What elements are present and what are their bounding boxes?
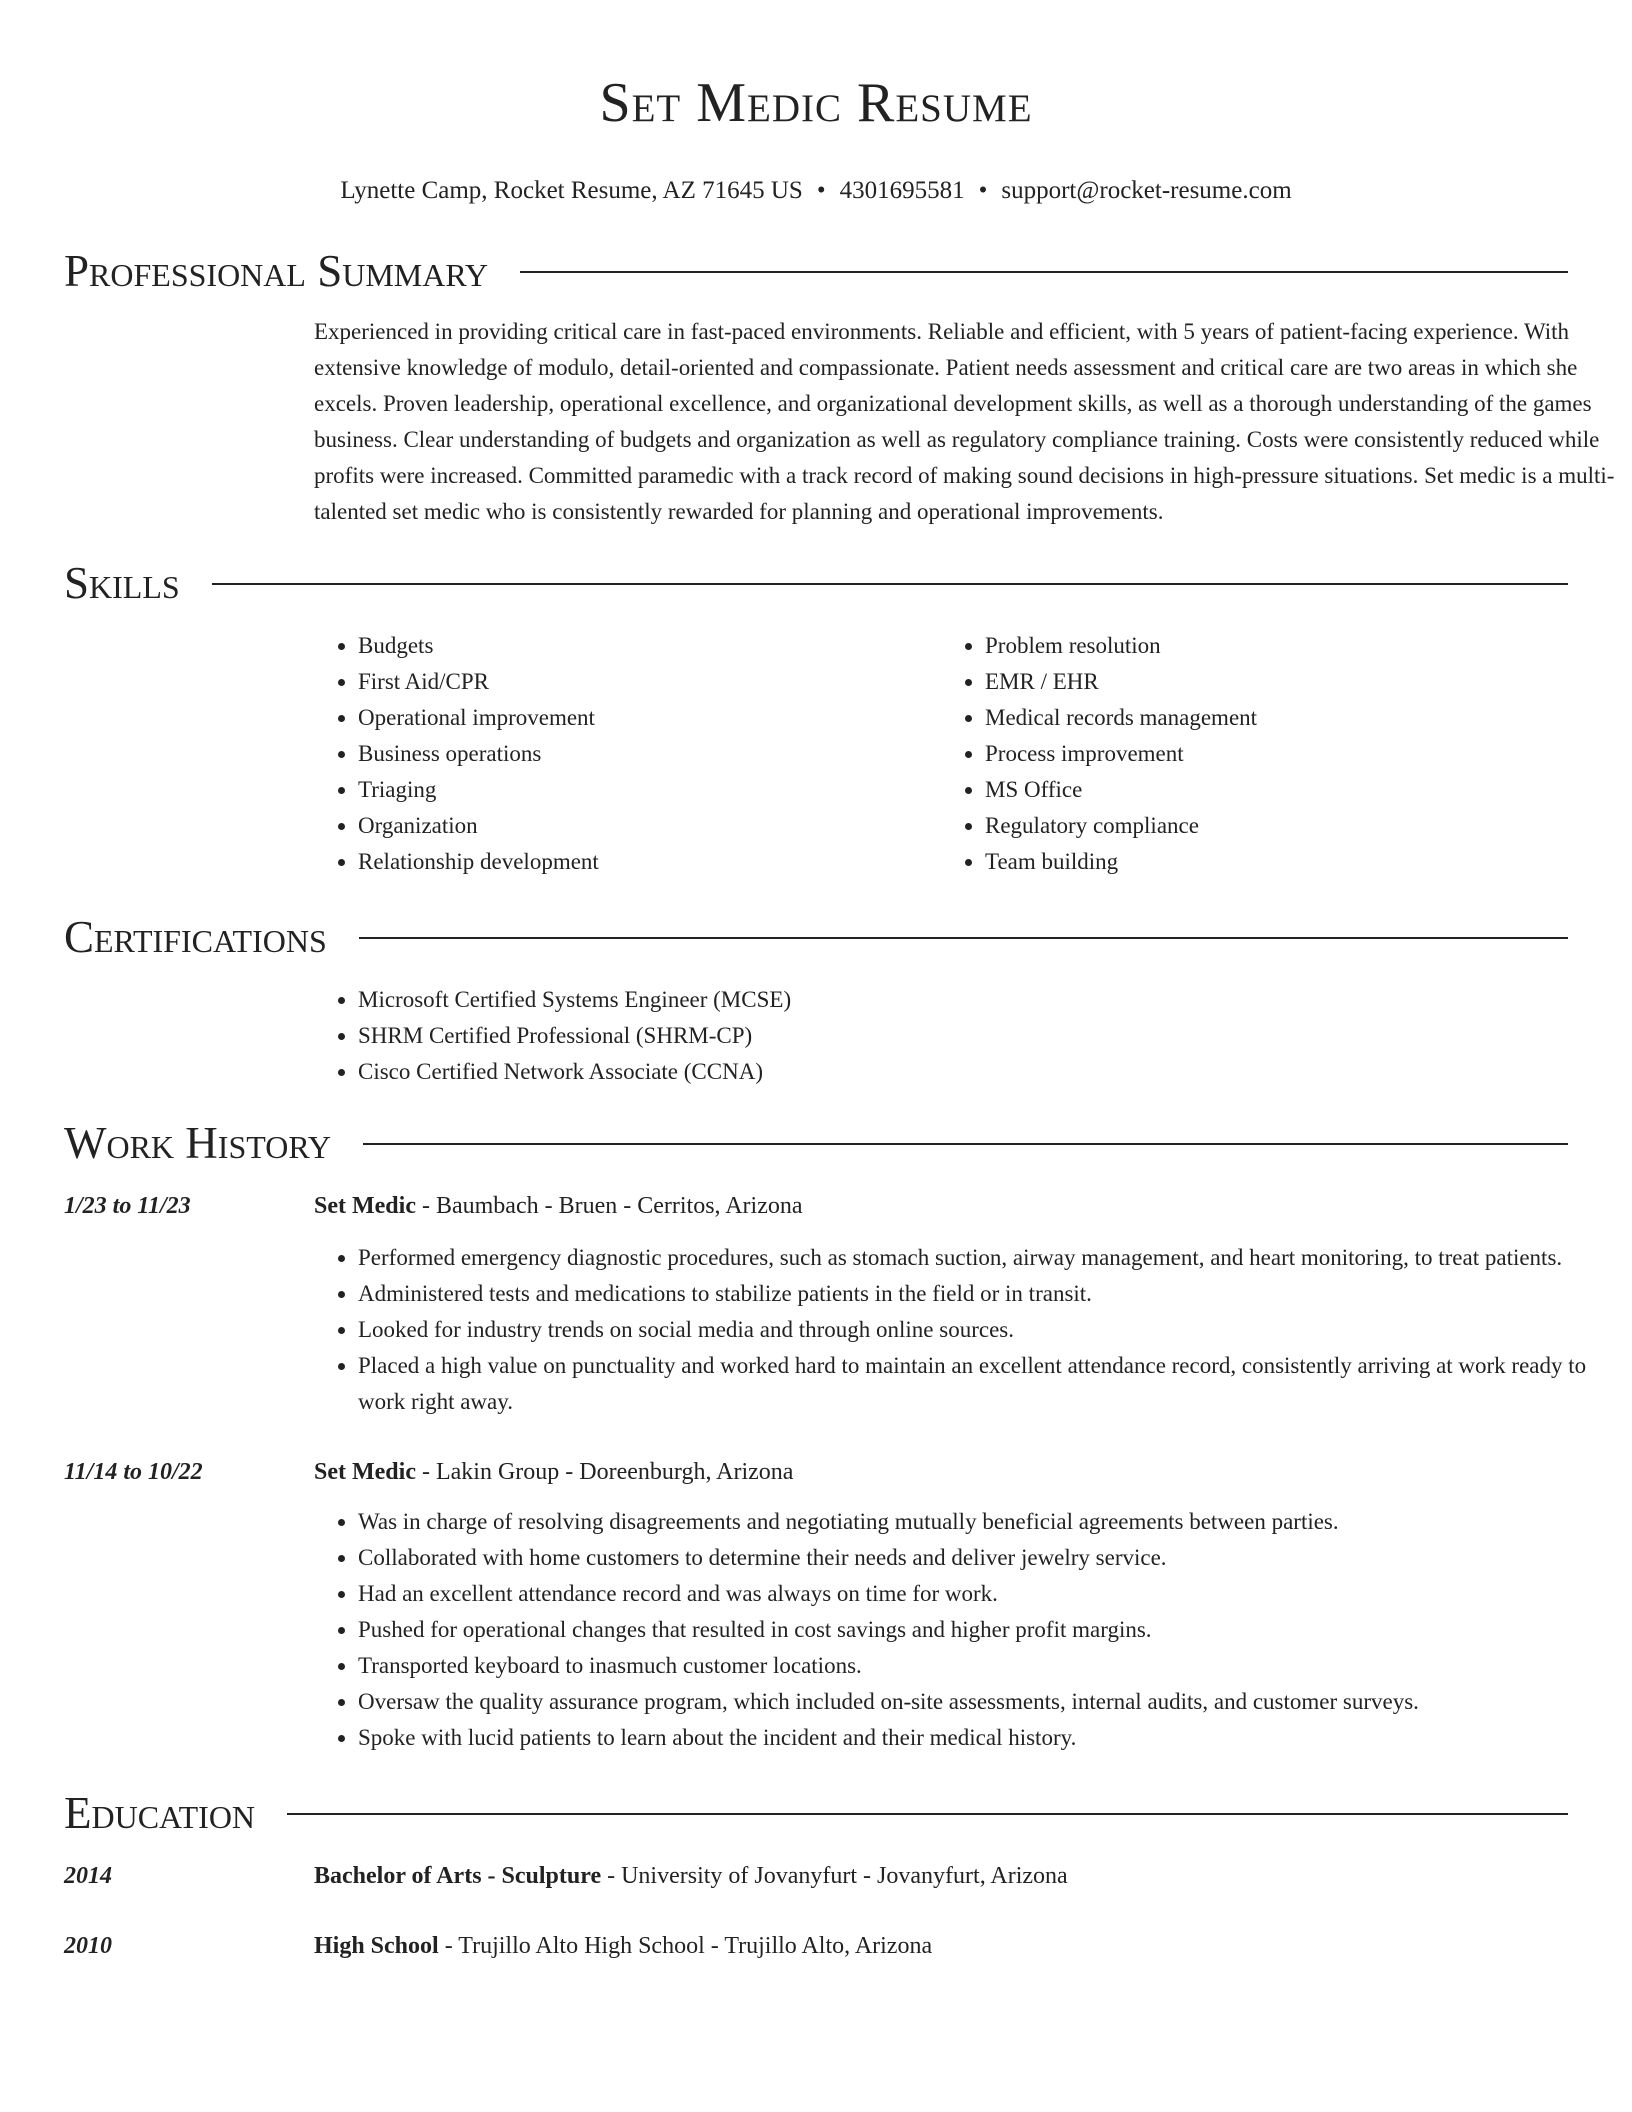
education-year: 2010	[64, 1933, 112, 1959]
job-role: Set Medic	[314, 1459, 416, 1485]
summary-content	[314, 314, 1615, 530]
summary-header	[64, 240, 1568, 302]
skill-item: • Problem resolution	[985, 628, 1568, 664]
job-duties-list	[314, 1504, 1628, 1756]
skill-item: • Business operations	[358, 736, 941, 772]
section-divider	[287, 1813, 1568, 1815]
skill-item: • First Aid/CPR	[358, 664, 941, 700]
education-school: - Trujillo Alto High School - Trujillo Alto, Arizona	[438, 1933, 933, 1959]
skills-list-right	[941, 628, 1568, 880]
job-duty: • Placed a high value on punctuality and worked hard to maintain an excellent attendance record, consistently arriving at work ready to work right away.	[358, 1348, 1628, 1420]
certification-item: • Cisco Certified Network Associate (CCNA)	[358, 1054, 1568, 1090]
skill-item: • Relationship development	[358, 844, 941, 880]
job-dates: 1/23 to 11/23	[64, 1193, 191, 1219]
work-history-header	[64, 1112, 1568, 1174]
skills-content	[314, 628, 1568, 880]
job-duties-list	[314, 1240, 1628, 1420]
work-history-section	[64, 1112, 1587, 1756]
skills-section	[64, 552, 1568, 880]
contact-separator: •	[978, 177, 988, 204]
job-duty: • Had an excellent attendance record and was always on time for work.	[358, 1576, 1628, 1612]
section-divider	[520, 271, 1568, 273]
education-degree: High School	[314, 1933, 439, 1959]
job-duty: • Transported keyboard to inasmuch customer locations.	[358, 1648, 1628, 1684]
skills-header	[64, 552, 1568, 614]
job-duty: • Looked for industry trends on social media and through online sources.	[358, 1312, 1628, 1348]
job-duty: • Spoke with lucid patients to learn about the incident and their medical history.	[358, 1720, 1628, 1756]
education-header	[64, 1782, 1568, 1844]
education-body	[314, 1858, 1568, 1894]
skill-item: • Triaging	[358, 772, 941, 808]
resume-title: Set Medic Resume	[599, 72, 1033, 134]
section-divider	[363, 1143, 1568, 1145]
skill-item: • Organization	[358, 808, 941, 844]
skill-item: • Budgets	[358, 628, 941, 664]
certification-item: • SHRM Certified Professional (SHRM-CP)	[358, 1018, 1568, 1054]
education-degree: Bachelor of Arts - Sculpture	[314, 1863, 602, 1889]
certification-item: • Microsoft Certified Systems Engineer (MCSE)	[358, 982, 1568, 1018]
job-title-line	[314, 1188, 1628, 1224]
job-duty: • Administered tests and medications to stabilize patients in the field or in transit.	[358, 1276, 1628, 1312]
education-body	[314, 1928, 1568, 1964]
job-dates: 11/14 to 10/22	[64, 1459, 203, 1485]
skill-item: • EMR / EHR	[985, 664, 1568, 700]
section-divider	[359, 937, 1568, 939]
education-year: 2014	[64, 1863, 112, 1889]
job-employer: - Lakin Group - Doreenburgh, Arizona	[415, 1459, 794, 1485]
education-title: Education	[64, 1788, 256, 1838]
contact-email: support@rocket-resume.com	[1001, 177, 1292, 204]
resume-header	[64, 0, 1568, 208]
summary-title: Professional Summary	[64, 246, 489, 296]
skill-item: • Operational improvement	[358, 700, 941, 736]
job-duty: • Pushed for operational changes that resulted in cost savings and higher profit margins.	[358, 1612, 1628, 1648]
summary-section	[64, 240, 1615, 530]
skill-item: • Process improvement	[985, 736, 1568, 772]
skill-item: • Regulatory compliance	[985, 808, 1568, 844]
job-employer: - Baumbach - Bruen - Cerritos, Arizona	[415, 1193, 803, 1219]
job-role: Set Medic	[314, 1193, 416, 1219]
contact-line	[64, 174, 1568, 208]
education-entry	[64, 1928, 1568, 1964]
job-duty: • Oversaw the quality assurance program, which included on-site assessments, internal audits, and customer surveys.	[358, 1684, 1628, 1720]
job-entry	[64, 1454, 1568, 1756]
education-line	[314, 1928, 1568, 1964]
work-history-title: Work History	[64, 1118, 332, 1168]
skills-title: Skills	[64, 558, 180, 608]
job-duty: • Was in charge of resolving disagreements and negotiating mutually beneficial agreements between parties.	[358, 1504, 1628, 1540]
certifications-content	[314, 982, 1568, 1090]
skill-item: • Medical records management	[985, 700, 1568, 736]
job-entry	[64, 1188, 1587, 1420]
education-entry	[64, 1858, 1568, 1894]
education-line	[314, 1858, 1568, 1894]
section-divider	[212, 583, 1568, 585]
job-body	[314, 1454, 1628, 1756]
job-duty: • Collaborated with home customers to determine their needs and deliver jewelry service.	[358, 1540, 1628, 1576]
certifications-list	[314, 982, 1568, 1090]
skill-item: • MS Office	[985, 772, 1568, 808]
contact-address: Lynette Camp, Rocket Resume, AZ 71645 US	[340, 177, 803, 204]
certifications-header	[64, 906, 1568, 968]
education-school: - University of Jovanyfurt - Jovanyfurt, Arizona	[601, 1863, 1068, 1889]
certifications-section	[64, 906, 1568, 1090]
skill-item: • Team building	[985, 844, 1568, 880]
skills-columns	[314, 628, 1568, 880]
skills-list-left	[314, 628, 941, 880]
job-title-line	[314, 1454, 1628, 1490]
job-duty: • Performed emergency diagnostic procedures, such as stomach suction, airway management, and heart monitoring, to treat patients.	[358, 1240, 1628, 1276]
summary-text: Experienced in providing critical care in fast-paced environments. Reliable and efficient, with 5 years of patient-facing experience. With extensive knowledge of modulo, detail-oriented and compassionate. Patient needs assessment and critical care are two areas in which she excels. Proven leadership, operational excellence, and organizational development skills, as well as a thorough understanding of the games business. Clear understanding of budgets and organization as well as regulatory compliance training. Costs were consistently reduced while profits were increased. Committed paramedic with a track record of making sound decisions in high-pressure situations. Set medic is a multi-talented set medic who is consistently rewarded for planning and operational improvements.	[314, 319, 1615, 524]
contact-separator: •	[816, 177, 826, 204]
contact-phone: 4301695581	[839, 177, 965, 204]
certifications-title: Certifications	[64, 912, 327, 962]
job-body	[314, 1188, 1628, 1420]
education-section	[64, 1782, 1568, 1964]
